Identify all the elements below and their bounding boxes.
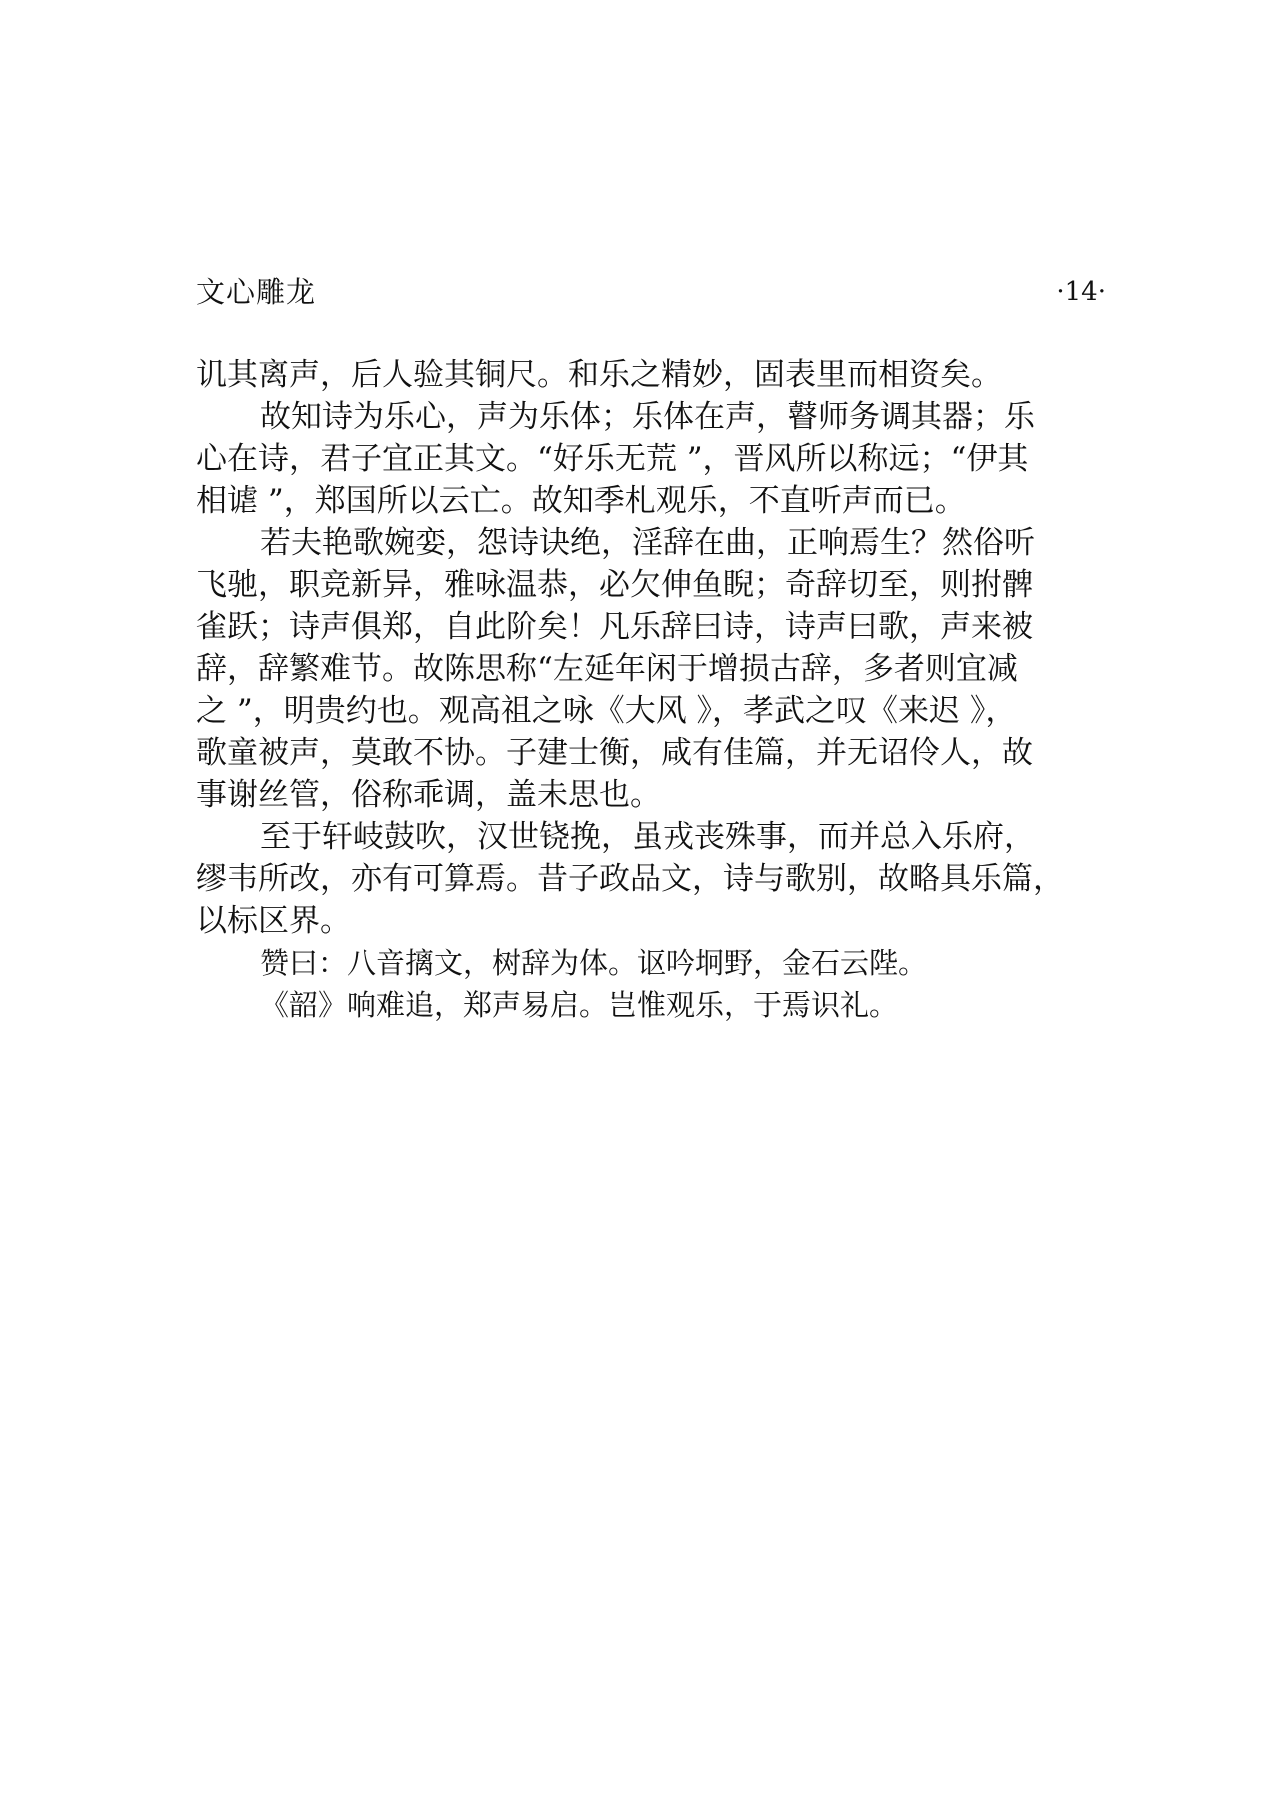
- page-number: ·14·: [1056, 277, 1106, 307]
- text-line: 以标区界。: [196, 903, 351, 939]
- running-header: [196, 270, 1106, 314]
- text-line: 辞，辞繁难节。故陈思称“左延年闲于增损古辞，多者则宜减: [196, 651, 1018, 687]
- text-line: 相谑 ”，郑国所以云亡。故知季札观乐，不直听声而已。: [196, 483, 966, 519]
- paragraph-start-line: 至于轩岐鼓吹，汉世铙挽，虽戎丧殊事，而并总入乐府，: [260, 819, 1035, 855]
- body-text: [196, 354, 1108, 1026]
- text-line: 雀跃；诗声俱郑，自此阶矣！凡乐辞曰诗，诗声曰歌，声来被: [196, 609, 1033, 645]
- book-title: 文心雕龙: [196, 275, 317, 309]
- text-line: 缪韦所改，亦有可算焉。昔子政品文，诗与歌别，故略具乐篇，: [196, 861, 1064, 897]
- text-line: 飞驰，职竞新异，雅咏温恭，必欠伸鱼睨；奇辞切至，则拊髀: [196, 567, 1033, 603]
- text-line: 讥其离声，后人验其铜尺。和乐之精妙，固表里而相资矣。: [196, 357, 1002, 393]
- zan-verse-line: 赞曰：八音摛文，树辞为体。讴吟坰野，金石云陛。: [260, 946, 928, 980]
- paragraph-start-line: 若夫艳歌婉娈，怨诗诀绝，淫辞在曲，正响焉生？然俗听: [260, 525, 1035, 561]
- paragraph-start-line: 故知诗为乐心，声为乐体；乐体在声，瞽师务调其器；乐: [260, 399, 1035, 435]
- text-line: 心在诗，君子宜正其文。“好乐无荒 ”，晋风所以称远；“伊其: [196, 441, 1029, 477]
- text-line: 歌童被声，莫敢不协。子建士衡，咸有佳篇，并无诏伶人，故: [196, 735, 1033, 771]
- text-line: 之 ”，明贵约也。观高祖之咏《大风 》，孝武之叹《来迟 》，: [196, 693, 1017, 729]
- text-line: 事谢丝管，俗称乖调，盖未思也。: [196, 777, 661, 813]
- zan-verse-line: 《韶》响难追，郑声易启。岂惟观乐，于焉识礼。: [260, 988, 899, 1022]
